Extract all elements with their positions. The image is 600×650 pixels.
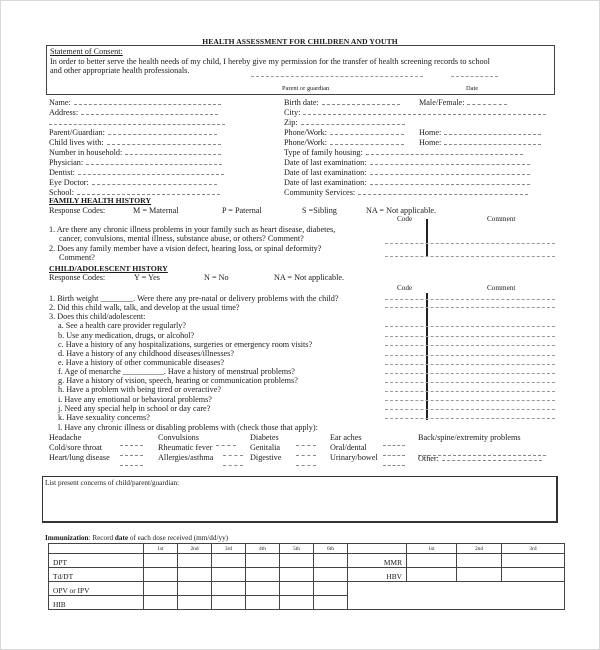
- field-household: Number in household:: [49, 147, 221, 158]
- opv-dose-3[interactable]: [212, 582, 246, 596]
- phone-work-1-input[interactable]: [330, 127, 404, 135]
- field-address: Address:: [49, 107, 218, 118]
- address-input[interactable]: [81, 107, 218, 115]
- field-school: School:: [49, 187, 220, 198]
- household-input[interactable]: [125, 147, 221, 155]
- child-answer-line-3a[interactable]: [385, 326, 555, 327]
- field-name: Name:: [49, 97, 221, 108]
- child-history-heading: CHILD/ADOLESCENT HISTORY: [49, 264, 168, 273]
- tddt-dose-3[interactable]: [212, 568, 246, 582]
- child-col-code: Code: [397, 284, 413, 292]
- signature-label: Parent or guardian: [282, 85, 330, 92]
- child-answer-line-3d[interactable]: [385, 355, 555, 356]
- family-code-na: NA = Not applicable.: [366, 206, 437, 215]
- vaccine-mmr: MMR: [348, 554, 407, 568]
- school-input[interactable]: [77, 187, 220, 195]
- family-question-1: 1. Are there any chronic illness problems in your family such as heart disease, diabetes,: [49, 225, 336, 234]
- table-row: [49, 554, 565, 568]
- field-birth-date: Birth date:: [284, 97, 400, 108]
- table-row: [49, 568, 565, 582]
- field-last-exam-3: Date of last examination:: [284, 177, 530, 188]
- dpt-dose-3[interactable]: [212, 554, 246, 568]
- opv-dose-4[interactable]: [246, 582, 280, 596]
- child-col-comment: Comment: [487, 284, 516, 292]
- family-codes-label: Response Codes:: [49, 206, 106, 215]
- address-line2-input[interactable]: [49, 117, 225, 125]
- dose-6-header: 6th: [314, 544, 348, 554]
- field-sex: Male/Female:: [419, 97, 507, 108]
- table-header-row: [49, 544, 565, 554]
- field-zip: Zip:: [284, 117, 405, 128]
- family-code-paternal: P = Paternal: [222, 206, 262, 215]
- child-question-3e: e. Have a history of other communicable diseases?: [58, 358, 224, 367]
- condition-diabetes: Diabetes: [250, 433, 279, 442]
- child-answer-line-3h[interactable]: [385, 391, 555, 392]
- child-question-3d: d. Have a history of any childhood diseases/illnesses?: [58, 349, 234, 358]
- family-question-2-cont: Comment?: [59, 253, 95, 262]
- tddt-dose-2[interactable]: [178, 568, 212, 582]
- child-answer-line-3j[interactable]: [385, 409, 555, 410]
- urinary-bowel-check[interactable]: [383, 458, 405, 466]
- family-history-heading: FAMILY HEALTH HISTORY: [49, 196, 152, 205]
- last-exam-2-input[interactable]: [370, 167, 530, 175]
- consent-text-1: In order to better serve the health needs of my child, I hereby give my permission for the transfer of health screening records to school: [50, 57, 490, 66]
- condition-allergies-asthma: Allergies/asthma: [158, 453, 214, 462]
- hib-dose-5[interactable]: [280, 596, 314, 610]
- child-question-3: 3. Does this child/adolescent:: [49, 312, 146, 321]
- child-answer-line-3i[interactable]: [385, 400, 555, 401]
- dpt-dose-2[interactable]: [178, 554, 212, 568]
- child-question-3j: j. Need any special help in school or day care?: [58, 404, 211, 413]
- child-question-3k: k. Have sexuality concerns?: [58, 413, 150, 422]
- field-home-1: Home:: [419, 127, 541, 138]
- home-phone-1-input[interactable]: [444, 127, 541, 135]
- dpt-dose-5[interactable]: [280, 554, 314, 568]
- condition-genitalia: Genitalia: [250, 443, 281, 452]
- date-line[interactable]: [451, 76, 498, 77]
- family-col-code: Code: [397, 215, 413, 223]
- consent-box: [46, 45, 555, 95]
- dpt-dose-6[interactable]: [314, 554, 348, 568]
- field-last-exam-1: Date of last examination:: [284, 157, 530, 168]
- child-answer-line-3k[interactable]: [385, 418, 555, 419]
- birth-date-input[interactable]: [322, 97, 400, 105]
- condition-back-spine: Back/spine/extremity problems: [418, 433, 521, 442]
- immunization-table: [48, 543, 565, 610]
- condition-rheumatic-fever: Rheumatic fever: [158, 443, 213, 452]
- field-dentist: Dentist:: [49, 167, 224, 178]
- vaccine-hbv: HBV: [348, 568, 407, 582]
- field-city: City:: [284, 107, 546, 118]
- field-housing: Type of family housing:: [284, 147, 523, 158]
- child-answer-line-3f[interactable]: [385, 373, 555, 374]
- heart-lung-check[interactable]: [120, 458, 143, 466]
- parent-guardian-input[interactable]: [108, 127, 217, 135]
- dose-3-header: 3rd: [212, 544, 246, 554]
- child-answer-line-2[interactable]: [385, 307, 555, 308]
- hbv-dose-1[interactable]: [407, 568, 457, 582]
- child-answer-line-3g[interactable]: [385, 382, 555, 383]
- dose-5-header: 5th: [280, 544, 314, 554]
- child-question-3f: f. Age of menarche __________. Have a history of menstrual problems?: [58, 367, 295, 376]
- hbv-dose-2[interactable]: [457, 568, 502, 582]
- family-code-divider: [426, 219, 428, 256]
- hbv-dose-3[interactable]: [502, 568, 565, 582]
- field-last-exam-2: Date of last examination:: [284, 167, 530, 178]
- signature-line[interactable]: [251, 76, 423, 77]
- hib-dose-4[interactable]: [246, 596, 280, 610]
- opv-dose-5[interactable]: [280, 582, 314, 596]
- mmr-dose-2[interactable]: [457, 554, 502, 568]
- field-phone-work-1: Phone/Work:: [284, 127, 404, 138]
- dose-4-header: 4th: [246, 544, 280, 554]
- hib-dose-2[interactable]: [178, 596, 212, 610]
- condition-heart-lung: Heart/lung disease: [49, 453, 110, 462]
- housing-input[interactable]: [366, 147, 523, 155]
- opv-dose-2[interactable]: [178, 582, 212, 596]
- family-code-sibling: S =Sibling: [302, 206, 337, 215]
- eye-doctor-input[interactable]: [92, 177, 217, 185]
- child-question-3h: h. Have a problem with being tired or overactive?: [58, 385, 222, 394]
- vaccine-hib: HIB: [49, 596, 144, 610]
- family-answer-line-1[interactable]: [385, 243, 555, 244]
- child-answer-line-1[interactable]: [385, 299, 555, 300]
- child-code-no: N = No: [204, 273, 229, 282]
- field-phone-work-2: Phone/Work:: [284, 137, 404, 148]
- condition-oral-dental: Oral/dental: [330, 443, 367, 452]
- zip-input[interactable]: [301, 117, 405, 125]
- field-eye-doctor: Eye Doctor:: [49, 177, 217, 188]
- hib-dose-3[interactable]: [212, 596, 246, 610]
- child-lives-with-input[interactable]: [107, 137, 221, 145]
- child-question-3b: b. Use any medication, drugs, or alcohol?: [58, 331, 195, 340]
- child-question-3a: a. See a health care provider regularly?: [58, 321, 186, 330]
- vaccine-dpt: DPT: [49, 554, 144, 568]
- dpt-dose-4[interactable]: [246, 554, 280, 568]
- child-question-3l: l. Have any chronic illness or disabling problems with (check those that apply):: [58, 423, 318, 432]
- last-exam-3-input[interactable]: [370, 177, 530, 185]
- tddt-dose-4[interactable]: [246, 568, 280, 582]
- blank-cell: [348, 582, 565, 610]
- child-code-na: NA = Not applicable.: [274, 273, 345, 282]
- child-question-3c: c. Have a history of any hospitalizations, surgeries or emergency room visits?: [58, 340, 313, 349]
- immunization-label: Immunization: Record date of each dose received (mm/dd/yy): [45, 534, 229, 542]
- child-answer-line-3e[interactable]: [385, 364, 555, 365]
- vaccine-opv-ipv: OPV or IPV: [49, 582, 144, 596]
- family-answer-line-2[interactable]: [385, 256, 555, 257]
- field-physician: Physician:: [49, 157, 222, 168]
- condition-convulsions: Convulsions: [158, 433, 199, 442]
- child-answer-line-3c[interactable]: [385, 345, 555, 346]
- family-question-1-cont: cancer, convulsions, mental illness, substance abuse, or others? Comment?: [59, 234, 304, 243]
- right-dose-3-header: 3rd: [502, 544, 565, 554]
- child-question-3i: i. Have any emotional or behavioral problems?: [58, 395, 212, 404]
- condition-ear-aches: Ear aches: [330, 433, 362, 442]
- allergies-asthma-check[interactable]: [223, 458, 243, 466]
- family-question-2: 2. Does any family member have a vision defect, hearing loss, or spinal deformity?: [49, 244, 322, 253]
- name-input[interactable]: [74, 97, 221, 105]
- tddt-dose-1[interactable]: [144, 568, 178, 582]
- form-title: HEALTH ASSESSMENT FOR CHILDREN AND YOUTH: [202, 37, 398, 46]
- tddt-dose-5[interactable]: [280, 568, 314, 582]
- opv-dose-1[interactable]: [144, 582, 178, 596]
- right-dose-1-header: 1st: [407, 544, 457, 554]
- family-col-comment: Comment: [487, 215, 516, 223]
- mmr-dose-1[interactable]: [407, 554, 457, 568]
- dose-2-header: 2nd: [178, 544, 212, 554]
- child-question-2: 2. Did this child walk, talk, and develop at the usual time?: [49, 303, 240, 312]
- concerns-label: List present concerns of child/parent/guardian:: [45, 479, 180, 487]
- field-community-services: Community Services:: [284, 187, 528, 198]
- hib-dose-1[interactable]: [144, 596, 178, 610]
- date-label: Date: [466, 85, 479, 92]
- field-child-lives-with: Child lives with:: [49, 137, 221, 148]
- family-code-maternal: M = Maternal: [133, 206, 179, 215]
- condition-digestive: Digestive: [250, 453, 282, 462]
- home-phone-2-input[interactable]: [444, 137, 541, 145]
- dentist-input[interactable]: [78, 167, 224, 175]
- child-answer-line-3b[interactable]: [385, 336, 555, 337]
- condition-urinary-bowel: Urinary/bowel: [330, 453, 378, 462]
- condition-other: Other:: [418, 453, 542, 464]
- dpt-dose-1[interactable]: [144, 554, 178, 568]
- sex-input[interactable]: [467, 97, 507, 105]
- consent-heading: Statement of Consent:: [50, 47, 123, 56]
- dose-1-header: 1st: [144, 544, 178, 554]
- concerns-textarea[interactable]: [42, 476, 558, 523]
- child-question-3g: g. Have a history of vision, speech, hearing or communication problems?: [58, 376, 298, 385]
- physician-input[interactable]: [86, 157, 222, 165]
- tddt-dose-6[interactable]: [314, 568, 348, 582]
- hib-dose-6[interactable]: [314, 596, 348, 610]
- digestive-check[interactable]: [296, 458, 316, 466]
- child-question-1: 1. Birth weight ________. Were there any pre-natal or delivery problems with the child?: [49, 294, 339, 303]
- opv-dose-6[interactable]: [314, 582, 348, 596]
- field-home-2: Home:: [419, 137, 541, 148]
- city-input[interactable]: [303, 107, 546, 115]
- child-codes-label: Response Codes:: [49, 273, 106, 282]
- right-dose-2-header: 2nd: [457, 544, 502, 554]
- mmr-dose-3[interactable]: [502, 554, 565, 568]
- condition-cold-sore-throat: Cold/sore throat: [49, 443, 102, 452]
- field-parent-guardian: Parent/Guardian:: [49, 127, 217, 138]
- table-row: [49, 582, 565, 596]
- other-input[interactable]: [442, 453, 542, 461]
- vaccine-td-dt: Td/DT: [49, 568, 144, 582]
- consent-text-2: and other appropriate health professionals.: [50, 66, 190, 75]
- phone-work-2-input[interactable]: [330, 137, 404, 145]
- condition-headache: Headache: [49, 433, 82, 442]
- last-exam-1-input[interactable]: [370, 157, 530, 165]
- child-code-yes: Y = Yes: [134, 273, 160, 282]
- community-services-input[interactable]: [358, 187, 528, 195]
